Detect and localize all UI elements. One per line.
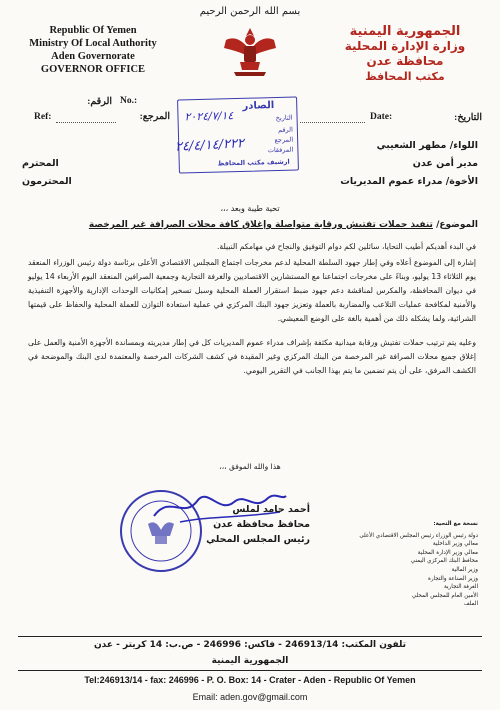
footer-divider: [18, 636, 482, 637]
header-ar-line3: محافظة عدن: [366, 54, 444, 68]
header-arabic: [330, 24, 480, 84]
signatory-name: أحمد حامد لملس: [232, 504, 310, 515]
addressee-line3: الأخوة/ مدراء عموم المديريات: [340, 176, 478, 187]
footer-email: Email: aden.gov@gmail.com: [192, 692, 308, 702]
ref-line: [56, 122, 116, 123]
stamp-attachments-label: المرفقات: [267, 145, 294, 155]
header-english: [18, 24, 168, 76]
cc-title: نسخة مع التحية:: [433, 521, 478, 527]
footer-arabic-contact: تلفون المكتب: 246913/14 - فاكس: 246996 - ص.ب: 14 كريتر - عدن: [93, 640, 407, 650]
header-en-line4: GOVERNOR OFFICE: [40, 64, 146, 75]
date-label-en: Date:: [370, 112, 393, 122]
date-line: [300, 122, 365, 123]
cc-item: وزير الصناعة والتجارة: [427, 575, 478, 582]
header-ar-line4: مكتب المحافظ: [365, 70, 445, 83]
body-paragraph: في البدء أهديكم أطيب التحايا، سائلين لكم دوام التوفيق والنجاح في مهامكم النبيلة.: [216, 242, 476, 251]
closing: هذا والله الموفق ،،،: [219, 462, 281, 471]
ref-label-ar: المرجع:: [139, 112, 170, 122]
cc-item: محافظ البنك المركزي اليمني: [410, 558, 478, 565]
stamp-number-label: الرقم: [277, 125, 293, 134]
signatory-title2: رئيس المجلس المحلي: [206, 534, 310, 545]
cc-item: معالي وزير الداخلية: [432, 541, 478, 548]
number-label-en: No.:: [120, 96, 138, 106]
cc-item: وزير المالية: [451, 566, 478, 573]
addressee-line2: مدير أمن عدن: [412, 158, 478, 169]
signatory-title1: محافظ محافظة عدن: [213, 519, 310, 530]
stamp-handwritten-number: ٢٤/٤/١٤/٢٢٢: [174, 136, 245, 155]
cc-list: [318, 520, 478, 609]
header-en-line3: Aden Governorate: [51, 51, 135, 62]
bismillah: بسم الله الرحمن الرحيم: [199, 6, 301, 17]
stamp-handwritten-date: ٢٠٢٤/٧/١٤: [184, 109, 234, 124]
cc-item: الأمين العام للمجلس المحلي: [411, 592, 478, 599]
subject-label: الموضوع/: [436, 220, 478, 230]
header-ar-line2: وزارة الإدارة المحلية: [344, 39, 466, 53]
header-en-line1: Republic Of Yemen: [49, 25, 137, 36]
cc-item: دولة رئيس الوزراء رئيس المجلس الاقتصادي الأعلى: [359, 532, 478, 539]
body-paragraph: وعليه يتم ترتيب حملات تفتيش ورقابة ميدانية مكثفة بإشراف مدراء عموم المديريات كل في إطار مديريته وبمساندة الأجهزة الأمنية والعمل على إغلاق جميع محلات الصرافة غير المرخصة من البنك المركزي وغير المقيدة في كشف الشركات المرخصة والمعتمدة لدى البنك والموضحة في الكشف المرفق، على أن يتم تضمين ما يتم بهذا الجانب في التقرير اليومي.: [28, 338, 476, 375]
stamp-title: الصادر: [242, 100, 275, 112]
footer-divider-2: [18, 670, 482, 671]
number-label-ar: الرقم:: [87, 97, 112, 107]
header-en-line2: Ministry Of Local Authority: [29, 38, 157, 49]
addressee-line3-title: المحترمون: [22, 176, 72, 187]
stamp-date-label: التاريخ: [275, 113, 293, 123]
stamp-office-text: ارشيف مكتب المحافظ: [217, 157, 290, 168]
date-label-ar: التاريخ:: [454, 113, 482, 123]
cc-item: معالي وزير الإدارة المحلية: [417, 549, 478, 556]
subject-text: تنفيذ حملات تفتيش ورقابة متواصلة وإغلاق كافة محلات الصرافة غير المرخصة: [88, 220, 433, 230]
letter-body: [28, 240, 476, 378]
cc-item: الملف: [463, 601, 478, 608]
subject: [18, 220, 478, 230]
header-ar-line1: الجمهورية اليمنية: [349, 24, 461, 39]
yemen-emblem-icon: [218, 22, 282, 84]
footer-english-contact: Tel:246913/14 - fax: 246996 - P. O. Box: 14 - Crater - Aden - Republic Of Yemen: [84, 675, 416, 685]
greeting: تحية طيبة وبعد ،،،: [220, 204, 280, 213]
body-paragraph: إشارة إلى الموضوع أعلاه وفي إطار جهود السلطة المحلية لدعم مخرجات اجتماع المجلس الاقتصادي الأعلى برئاسة دولة رئيس الوزراء المنعقد يوم الثلاثاء 13 يوليو، وبناءً على مخرجات اجتماعنا مع المستشارين الاقتصاديين والغرفة التجارية وجمعية الصرافين المنعقد اليوم الأربعاء 14 يوليو في ديوان المحافظة، والمكرس لمناقشة دعم جهود ضبط استقرار العملة المحلية وسبل تسخير إمكانيات الوحدات الإدارية والأجهزة التنفيذية والأمنية لمكافحة عمليات التلاعب والمضاربة بالعملة وتعزيز جهود البنك المركزي في عملية استعادة التوازن للعملة المحلية والحفاظ على قيمتها الشرائية، ولما يشكله ذلك من أهمية بالغة على الوضع المعيشي.: [28, 258, 477, 323]
signature-block: [170, 502, 310, 547]
addressee-line2-title: المحترم: [22, 158, 59, 169]
footer-arabic-country: الجمهورية اليمنية: [211, 656, 289, 666]
ref-label-en: Ref:: [34, 112, 52, 122]
cc-item: الغرفة التجارية: [443, 584, 478, 591]
stamp-ref-label: المرجع: [274, 135, 294, 145]
addressee-line1: اللواء/ مطهر الشعيبي: [376, 140, 478, 151]
